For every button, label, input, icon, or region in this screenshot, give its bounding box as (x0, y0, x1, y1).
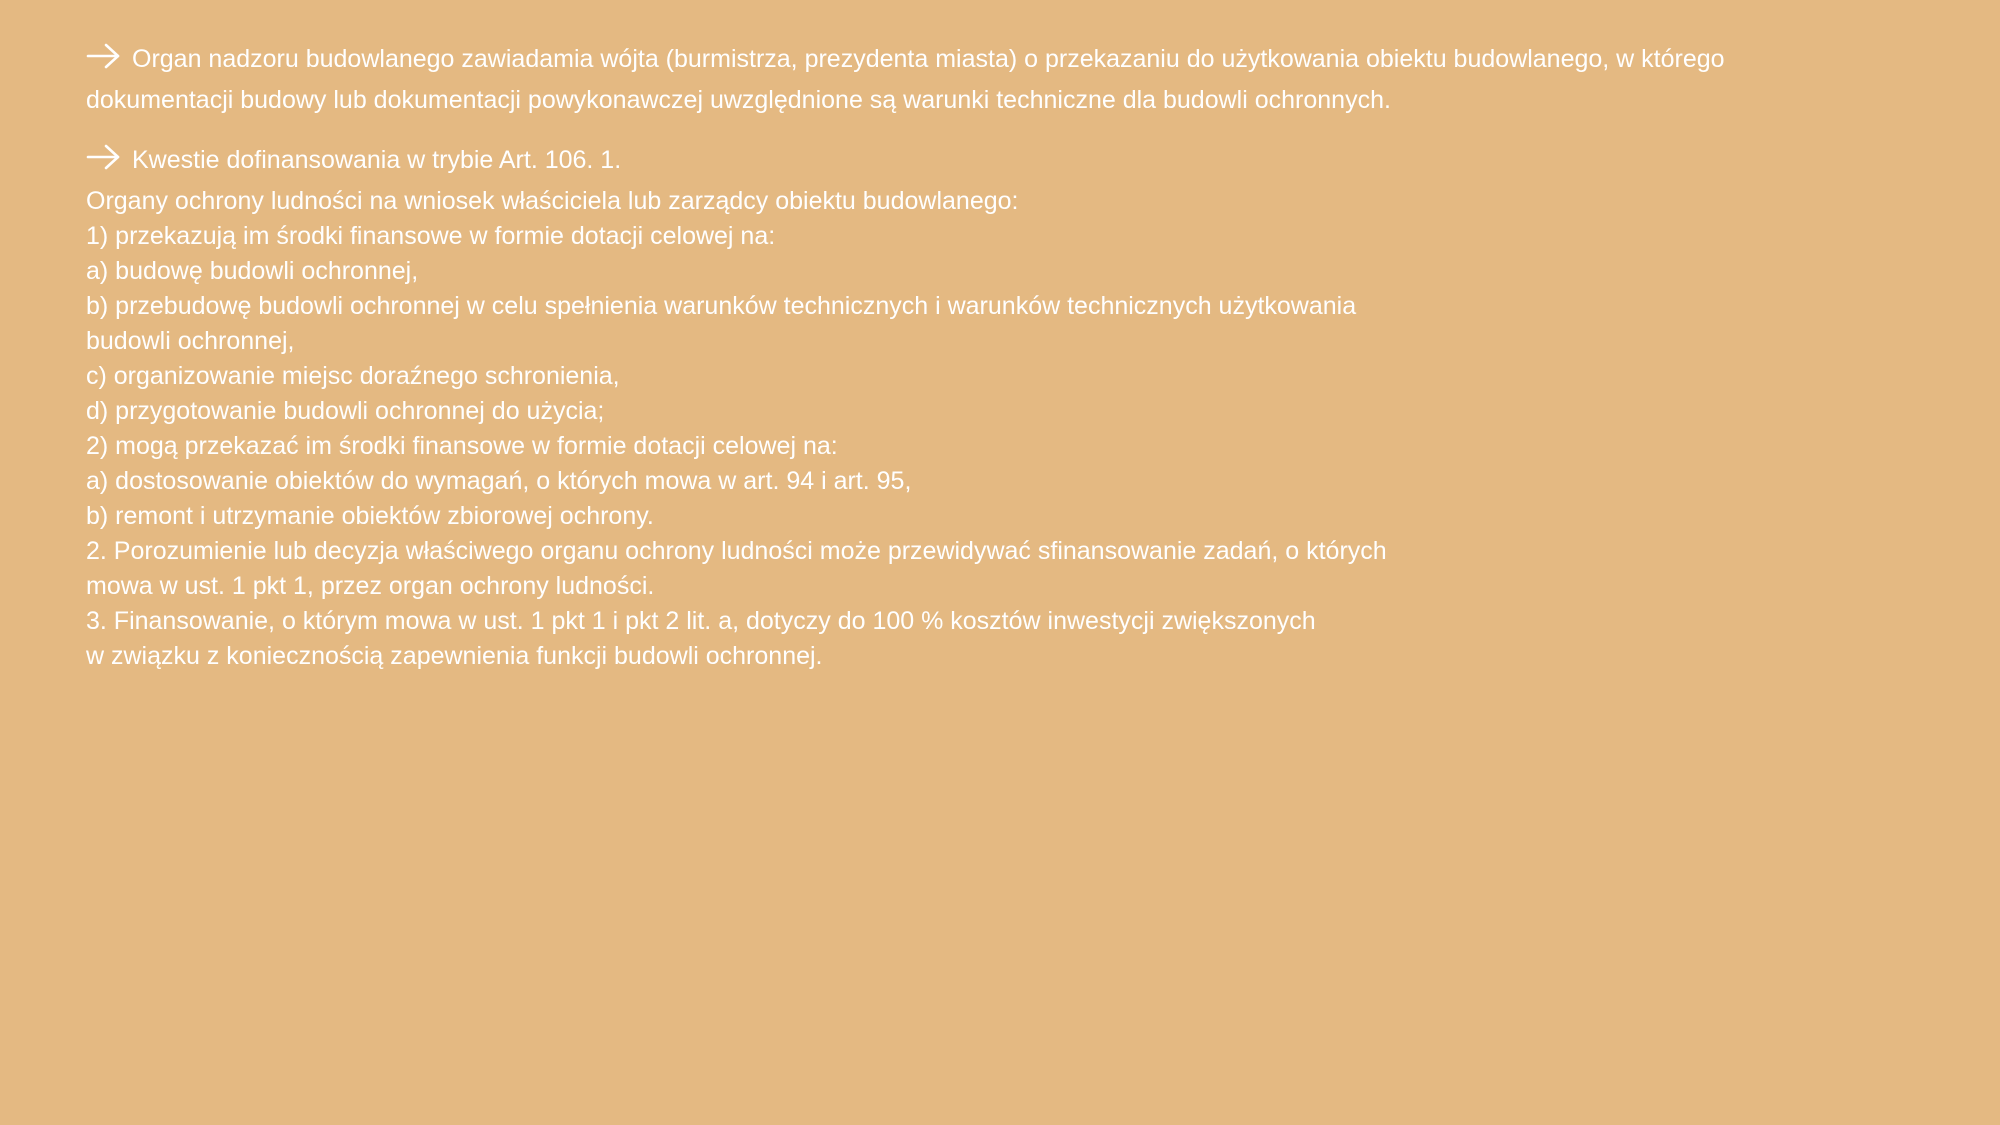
body-line: b) przebudowę budowli ochronnej w celu spełnienia warunków technicznych i warunków technicznych użytkowania (86, 292, 1357, 320)
paragraph-1-line-2: dokumentacji budowy lub dokumentacji powykonawczej uwzględnione są warunki techniczne dla budowli ochronnych. (86, 86, 1391, 114)
body-line: 1) przekazują im środki finansowe w formie dotacji celowej na: (86, 222, 776, 250)
paragraph-2-heading (86, 141, 1886, 182)
body-line: 3. Finansowanie, o którym mowa w ust. 1 pkt 1 i pkt 2 lit. a, dotyczy do 100 % kosztów inwestycji zwiększonych (86, 607, 1316, 635)
body-line: Organy ochrony ludności na wniosek właściciela lub zarządcy obiektu budowlanego: (86, 187, 1019, 215)
body-line: w związku z koniecznością zapewnienia funkcji budowli ochronnej. (86, 642, 823, 670)
body-line: b) remont i utrzymanie obiektów zbiorowej ochrony. (86, 502, 654, 530)
slide-content (86, 40, 1886, 674)
arrow-right-icon (86, 42, 122, 81)
paragraph-1-line-1: Organ nadzoru budowlanego zawiadamia wójta (burmistrza, prezydenta miasta) o przekazaniu do użytkowania obiektu budowlanego, w którego (132, 45, 1725, 73)
body-line: mowa w ust. 1 pkt 1, przez organ ochrony ludności. (86, 572, 655, 600)
funding-heading: Kwestie dofinansowania w trybie Art. 106. 1. (132, 146, 622, 174)
body-line: 2. Porozumienie lub decyzja właściwego organu ochrony ludności może przewidywać sfinansowanie zadań, o których (86, 537, 1387, 565)
funding-body (86, 184, 1886, 674)
body-line: d) przygotowanie budowli ochronnej do użycia; (86, 397, 605, 425)
body-line: 2) mogą przekazać im środki finansowe w formie dotacji celowej na: (86, 432, 838, 460)
body-line: a) budowę budowli ochronnej, (86, 257, 419, 285)
body-line: c) organizowanie miejsc doraźnego schronienia, (86, 362, 620, 390)
paragraph-1 (86, 40, 1886, 119)
body-line: a) dostosowanie obiektów do wymagań, o których mowa w art. 94 i art. 95, (86, 467, 912, 495)
arrow-right-icon (86, 143, 122, 182)
body-line: budowli ochronnej, (86, 327, 295, 355)
